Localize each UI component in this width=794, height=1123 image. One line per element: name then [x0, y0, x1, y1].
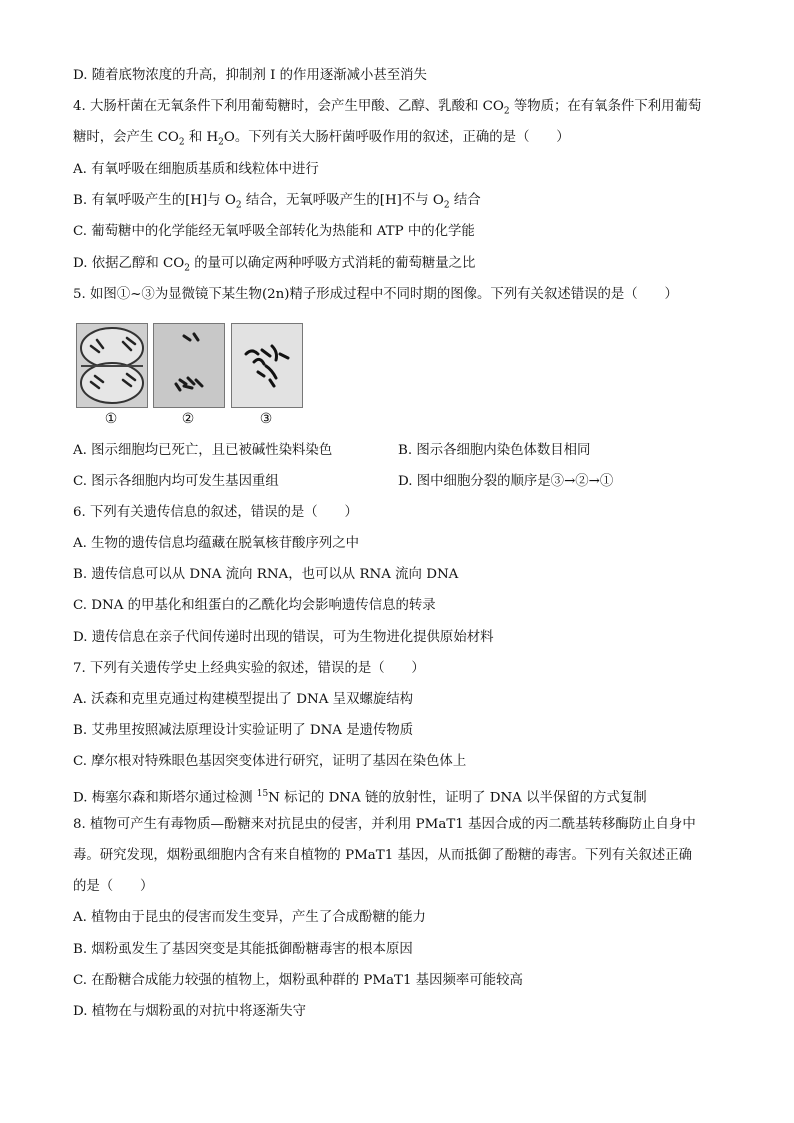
- figure-label-3: ③: [259, 411, 273, 427]
- figure-label-2: ②: [181, 411, 195, 427]
- q8-stem-line-1: 8. 植物可产生有毒物质—酚糖来对抗昆虫的侵害，并利用 PMaT1 基因合成的丙二酰基转移酶防止自身中: [73, 817, 696, 832]
- q5-micrograph-figure: [76, 323, 316, 433]
- q7-option-b: B. 艾弗里按照减法原理设计实验证明了 DNA 是遗传物质: [73, 723, 414, 738]
- micrograph-1: [76, 323, 148, 408]
- q6-option-d: D. 遗传信息在亲子代间传递时出现的错误，可为生物进化提供原始材料: [73, 630, 494, 645]
- q5-option-b: B. 图示各细胞内染色体数目相同: [398, 443, 591, 458]
- q4-option-a: A. 有氧呼吸在细胞质基质和线粒体中进行: [73, 162, 319, 177]
- q6-option-c: C. DNA 的甲基化和组蛋白的乙酰化均会影响遗传信息的转录: [73, 598, 436, 613]
- q7-option-c: C. 摩尔根对特殊眼色基因突变体进行研究，证明了基因在染色体上: [73, 754, 467, 769]
- q6-option-a: A. 生物的遗传信息均蕴藏在脱氧核苷酸序列之中: [73, 536, 359, 551]
- q8-option-d: D. 植物在与烟粉虱的对抗中将逐渐失守: [73, 1004, 307, 1019]
- q7-option-d: D. 梅塞尔森和斯塔尔通过检测 $^{15}$N 标记的 DNA 链的放射性，证明了 DNA 以半保留的方式复制: [73, 789, 647, 806]
- q8-stem-line-3: 的是（ ）: [73, 879, 154, 894]
- q7-stem: 7. 下列有关遗传学史上经典实验的叙述，错误的是（ ）: [73, 661, 425, 676]
- q8-stem-line-2: 毒。研究发现，烟粉虱细胞内含有来自植物的 PMaT1 基因，从而抵御了酚糖的毒害。下列有关叙述正确: [73, 848, 693, 863]
- q8-option-b: B. 烟粉虱发生了基因突变是其能抵御酚糖毒害的根本原因: [73, 942, 413, 957]
- q5-stem: 5. 如图①~③为显微镜下某生物(2n)精子形成过程中不同时期的图像。下列有关叙述错误的是（ ）: [73, 287, 678, 302]
- q3-option-d: D. 随着底物浓度的升高，抑制剂 I 的作用逐渐减小甚至消失: [73, 68, 427, 83]
- q8-option-a: A. 植物由于昆虫的侵害而发生变异，产生了合成酚糖的能力: [73, 910, 426, 925]
- q4-stem-line-1: 4. 大肠杆菌在无氧条件下利用葡萄糖时，会产生甲酸、乙醇、乳酸和 $CO_2$ 等物质；在有氧条件下利用葡萄: [73, 99, 702, 117]
- q7-option-a: A. 沃森和克里克通过构建模型提出了 DNA 呈双螺旋结构: [73, 692, 414, 707]
- q5-option-c: C. 图示各细胞内均可发生基因重组: [73, 474, 279, 489]
- q5-option-d: D. 图中细胞分裂的顺序是③→②→①: [398, 474, 614, 489]
- q4-option-d: D. 依据乙醇和 $CO_2$ 的量可以确定两种呼吸方式消耗的葡萄糖量之比: [73, 256, 476, 274]
- micrograph-3: [231, 323, 303, 408]
- micrograph-2: [153, 323, 225, 408]
- q4-option-c: C. 葡萄糖中的化学能经无氧呼吸全部转化为热能和 ATP 中的化学能: [73, 224, 475, 239]
- q4-stem-line-2: 糖时，会产生 $CO_2$ 和 $H_2O$。下列有关大肠杆菌呼吸作用的叙述，正确的是（ ）: [73, 130, 570, 148]
- q8-option-c: C. 在酚糖合成能力较强的植物上，烟粉虱种群的 PMaT1 基因频率可能较高: [73, 973, 523, 988]
- figure-label-1: ①: [104, 411, 118, 427]
- q5-option-a: A. 图示细胞均已死亡，且已被碱性染料染色: [73, 443, 333, 458]
- q4-option-b: B. 有氧呼吸产生的[H]与 $O_2$ 结合，无氧呼吸产生的[H]不与 $O_2$ 结合: [73, 193, 481, 211]
- q6-option-b: B. 遗传信息可以从 DNA 流向 RNA，也可以从 RNA 流向 DNA: [73, 567, 459, 582]
- q6-stem: 6. 下列有关遗传信息的叙述，错误的是（ ）: [73, 505, 358, 520]
